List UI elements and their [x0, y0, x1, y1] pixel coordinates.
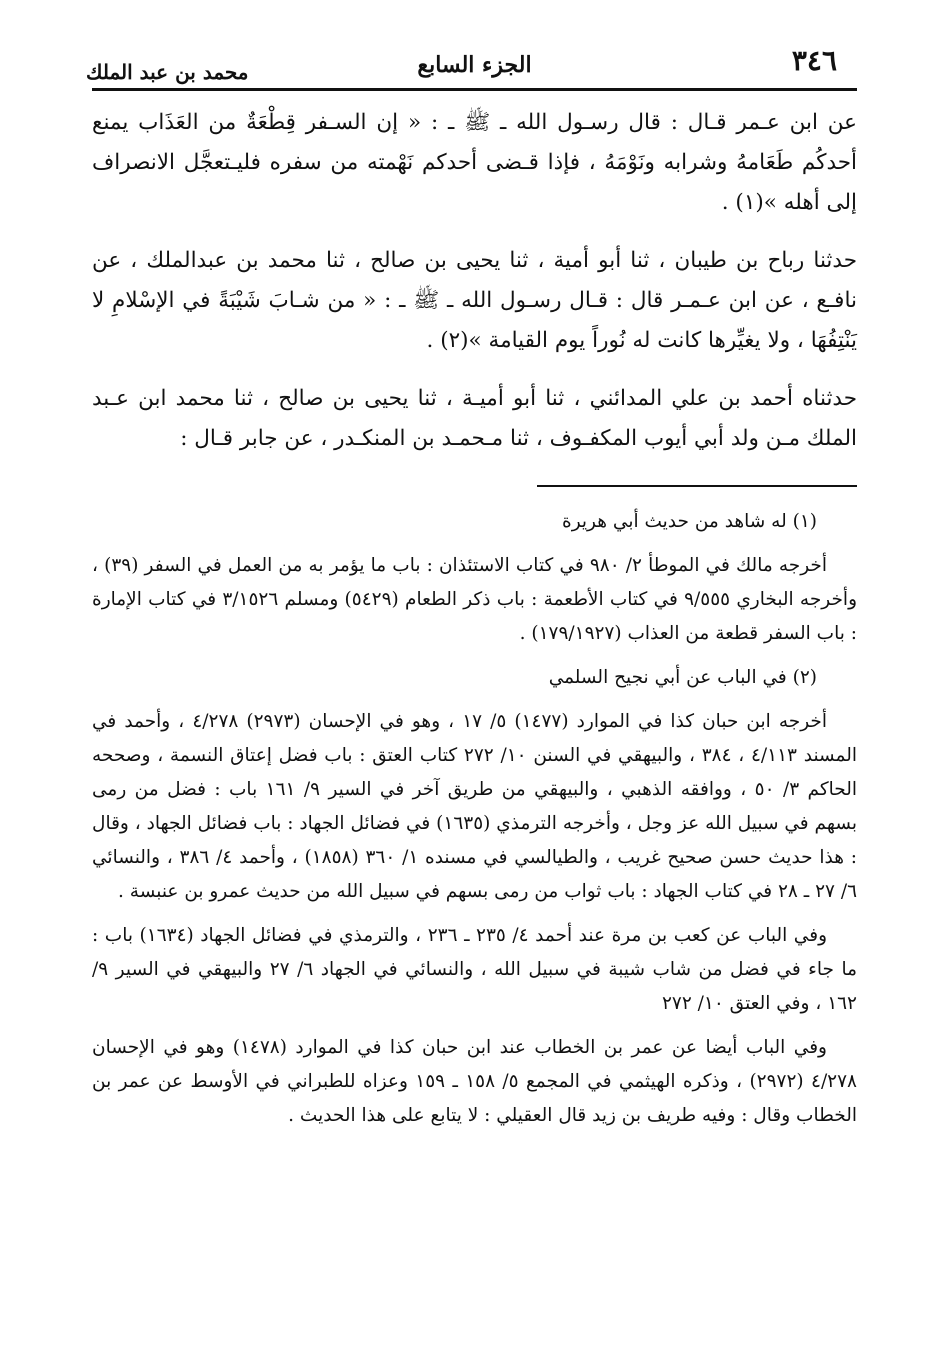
volume-title: الجزء السابع: [417, 52, 532, 78]
main-text: [92, 103, 857, 459]
page-header: [86, 40, 857, 91]
paragraph-2: حدثنا رباح بن طيبان ، ثنا أبو أمية ، ثنا يحيى بن صالح ، ثنا محمد بن عبدالملك ، عن نافـع ، عن ابن عـمـر قال : قـال رسـول الله ـ ﷺ ـ : « من شـابَ شَيْبَةً في الإسْلامِ لا يَنْتِفُهَا ، ولا يغيِّرها كانت له نُوراً يوم القيامة »(٢) .: [92, 248, 857, 353]
footnote-2-head: (٢) في الباب عن أبي نجيح السلمي: [548, 667, 817, 688]
running-title: محمد بن عبد الملك: [86, 60, 249, 84]
paragraph-1: عن ابن عـمر قـال : قال رسـول الله ـ ﷺ ـ : « إن السـفر قِطْعَةٌ من العَذَاب يمنع أحدكُم طَعَامهُ وشرابه ونَوْمَهُ ، فإذا قـضى أحدكم نَهْمته من سفره فليـتعجَّل الانصراف إلى أهله »(١) .: [92, 110, 857, 215]
footnote-2-body: أخرجه ابن حبان كذا في الموارد (١٤٧٧) ٥/ ١٧ ، وهو في الإحسان (٢٩٧٣) ٤/٢٧٨ ، وأحمد في المسند ٤/١١٣ ، ٣٨٤ ، والبيهقي في السنن ١٠/ ٢٧٢ كتاب العتق : باب فضل إعتاق النسمة ، وصححه الحاكم ٣/ ٥٠ ، ووافقه الذهبي ، والبيهقي من طريق آخر في السير ٩/ ١٦١ باب : فضل من رمى بسهم في سبيل الله عز وجل ، وأخرجه الترمذي (١٦٣٥) في فضائل الجهاد : باب فضائل الجهاد ، وقال : هذا حديث حسن صحيح غريب ، والطيالسي في مسنده ١/ ٣٦٠ (١٨٥٨) ، وأحمد ٤/ ٣٨٦ ، والنسائي ٦/ ٢٧ ـ ٢٨ في كتاب الجهاد : باب ثواب من رمى بسهم في سبيل الله من حديث عمرو بن عنبسة .: [92, 711, 858, 902]
footnote-1-head: (١) له شاهد من حديث أبي هريرة: [562, 511, 817, 532]
paragraph-3: حدثناه أحمد بن علي المدائني ، ثنا أبو أميـة ، ثنا يحيى بن صالح ، ثنا محمد ابن عـبد الملك مـن ولد أبي أيوب المكفـوف ، ثنا مـحمـد بن المنكـدر ، عن جابر قـال :: [92, 386, 857, 451]
footnote-divider: [537, 485, 857, 487]
footnote-1-body: أخرجه مالك في الموطأ ٢/ ٩٨٠ في كتاب الاستئذان : باب ما يؤمر به من العمل في السفر (٣٩) ، وأخرجه البخاري ٩/٥٥٥ في كتاب الأطعمة : باب ذكر الطعام (٥٤٢٩) ومسلم ٣/١٥٢٦ في كتاب الإمارة : باب السفر قطعة من العذاب (١٧٩/١٩٢٧) .: [92, 555, 858, 644]
footnotes: [92, 505, 857, 1133]
footnote-2-body-3: وفي الباب أيضا عن عمر بن الخطاب عند ابن حبان كذا في الموارد (١٤٧٨) وهو في الإحسان ٤/٢٧٨ (٢٩٧٢) ، وذكره الهيثمي في المجمع ٥/ ١٥٨ ـ ١٥٩ وعزاه للطبراني في الأوسط عن عمر بن الخطاب وقال : وفيه طريف بن زيد قال العقيلي : لا يتابع على هذا الحديث .: [92, 1037, 857, 1126]
page-number: ٣٤٦: [791, 44, 837, 77]
footnote-2-body-2: وفي الباب عن كعب بن مرة عند أحمد ٤/ ٢٣٥ ـ ٢٣٦ ، والترمذي في فضائل الجهاد (١٦٣٤) باب : ما جاء في فضل من شاب شيبة في سبيل الله ، والنسائي في الجهاد ٦/ ٢٧ والبيهقي في السير ٩/ ١٦٢ ، وفي العتق ١٠/ ٢٧٢: [92, 925, 857, 1014]
